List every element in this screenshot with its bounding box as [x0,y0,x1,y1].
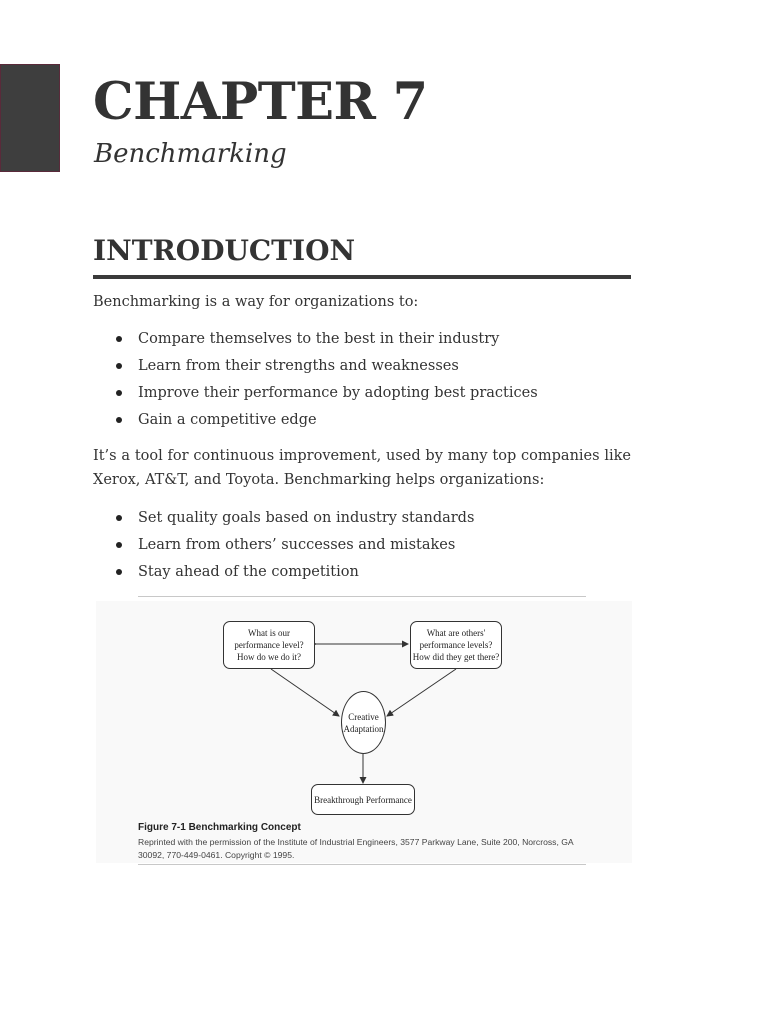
box-others-performance [410,621,502,669]
section-divider [93,275,631,279]
circle-creative-adaptation [341,691,386,754]
intro-paragraph: It’s a tool for continuous improvement, used by many top companies like Xerox, AT&T, and Toyota. Benchmarking helps organizations: [93,448,631,488]
chapter-subtitle: Benchmarking [94,139,287,169]
arrow-ours-to-adaptation [271,669,339,716]
section-heading: INTRODUCTION [93,234,356,267]
list-item [93,532,631,559]
bullet-icon [116,336,122,342]
box-line: How do we do it? [237,652,301,662]
figure-title: Benchmarking Concept [188,822,301,833]
figure-top-rule [138,596,586,597]
intro-lead: Benchmarking is a way for organizations to: [93,294,419,310]
list-item-text: Gain a competitive edge [138,412,317,428]
list-item-text: Learn from their strengths and weaknesses [138,358,459,374]
circle-line: Creative [348,711,379,722]
list-item [93,559,631,586]
list-item [93,353,631,380]
figure-label: Figure 7-1 [138,822,186,833]
bullet-icon [116,390,122,396]
bullet-icon [116,569,122,575]
bullet-icon [116,417,122,423]
chapter-tab [0,64,60,172]
list-item [93,380,631,407]
figure-caption [138,822,301,833]
bullet-icon [116,515,122,521]
circle-line: Adaptation [343,723,384,734]
helps-list [93,505,631,586]
list-item-text: Improve their performance by adopting best practices [138,385,538,401]
figure-credit: Reprinted with the permission of the Institute of Industrial Engineers, 3577 Parkway Lane, Suite 200, Norcross, GA 30092, 770-449-0461. Copyright © 1995. [138,837,574,860]
list-item [93,505,631,532]
box-line: How did they get there? [412,652,500,662]
arrow-others-to-adaptation [387,669,456,716]
box-line: Breakthrough Performance [314,794,412,805]
figure-bottom-rule [138,864,586,865]
bullet-icon [116,363,122,369]
bullet-icon [116,542,122,548]
list-item-text: Learn from others’ successes and mistakes [138,537,456,553]
box-line: performance levels? [419,640,493,650]
list-item-text: Compare themselves to the best in their industry [138,331,500,347]
box-line: performance level? [234,640,304,650]
box-our-performance [223,621,315,669]
box-line: What are others' [426,628,486,638]
box-breakthrough-performance [311,784,415,815]
list-item [93,326,631,353]
box-line: What is our [248,628,290,638]
list-item-text: Stay ahead of the competition [138,564,359,580]
benefits-list [93,326,631,434]
chapter-title: CHAPTER 7 [93,72,428,132]
list-item [93,407,631,434]
list-item-text: Set quality goals based on industry standards [138,510,475,526]
